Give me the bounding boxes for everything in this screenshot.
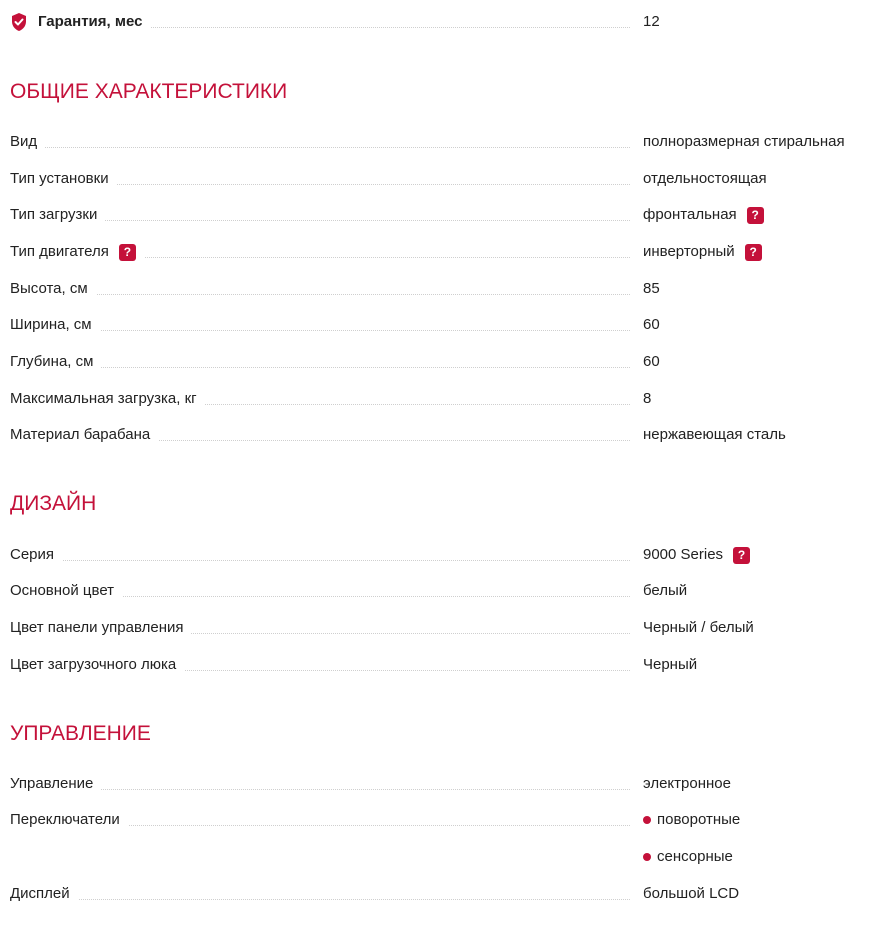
dotted-leader [10,330,630,331]
spec-value-text: 9000 Series [643,546,724,563]
spec-row [10,203,873,227]
dotted-leader [10,560,630,561]
spec-row-continuation [10,845,873,869]
section-title-design: ДИЗАЙН [10,492,97,515]
shield-check-icon [10,12,28,32]
dotted-leader [10,147,630,148]
spec-row [10,240,873,264]
spec-label: Ширина, см [10,313,100,337]
spec-value: нержавеющая сталь [643,426,786,443]
spec-label: Высота, см [10,277,96,301]
spec-value: 60 [643,316,660,333]
spec-label [10,240,144,264]
spec-value: электронное [643,775,731,792]
spec-value-text: инверторный [643,243,735,260]
spec-label: Переключатели [10,808,128,832]
spec-value [643,240,762,264]
help-icon[interactable]: ? [747,207,764,224]
spec-label: Вид [10,130,45,154]
spec-value [643,543,750,567]
spec-value: 8 [643,390,652,407]
spec-value-text: сенсорные [657,848,733,865]
bullet-dot [643,816,651,824]
spec-label: Цвет загрузочного люка [10,653,184,677]
spec-row [10,167,873,191]
section-title-general: ОБЩИЕ ХАРАКТЕРИСТИКИ [10,80,288,103]
dotted-leader [10,294,630,295]
help-icon[interactable]: ? [733,547,750,564]
spec-row [10,387,873,411]
spec-value: большой LCD [643,885,740,902]
spec-row [10,543,873,567]
spec-label: Глубина, см [10,350,101,374]
spec-value-text: поворотные [657,811,741,828]
dotted-leader [10,899,630,900]
dotted-leader [10,789,630,790]
spec-value: 60 [643,353,660,370]
spec-label: Тип загрузки [10,203,105,227]
spec-row [10,653,873,677]
spec-row [10,423,873,447]
spec-row [10,882,873,906]
help-icon[interactable]: ? [119,244,136,261]
section-title-control: УПРАВЛЕНИЕ [10,722,151,745]
spec-row-warranty [10,10,873,34]
spec-value [643,203,764,227]
spec-row [10,616,873,640]
spec-label: Максимальная загрузка, кг [10,387,205,411]
spec-row [10,350,873,374]
spec-value: отдельностоящая [643,170,767,187]
spec-value: Черный [643,656,698,673]
spec-label: Гарантия, мес [10,10,150,34]
spec-row [10,579,873,603]
spec-row [10,277,873,301]
spec-label: Тип установки [10,167,117,191]
spec-row [10,313,873,337]
spec-value: Черный / белый [643,619,754,636]
spec-value: полноразмерная стиральная [643,133,845,150]
dotted-leader [10,367,630,368]
spec-label-text: Тип двигателя [10,243,109,260]
help-icon[interactable]: ? [745,244,762,261]
spec-label: Материал барабана [10,423,158,447]
spec-label: Управление [10,772,101,796]
spec-value: 12 [643,13,660,30]
spec-label: Основной цвет [10,579,122,603]
spec-value [643,808,740,832]
spec-label: Серия [10,543,62,567]
spec-row [10,130,873,154]
spec-value [643,845,733,869]
spec-label: Дисплей [10,882,78,906]
spec-value-text: фронтальная [643,206,737,223]
spec-row [10,808,873,832]
spec-value: 85 [643,280,660,297]
spec-value: белый [643,582,688,599]
bullet-dot [643,853,651,861]
spec-label: Цвет панели управления [10,616,191,640]
spec-row [10,772,873,796]
